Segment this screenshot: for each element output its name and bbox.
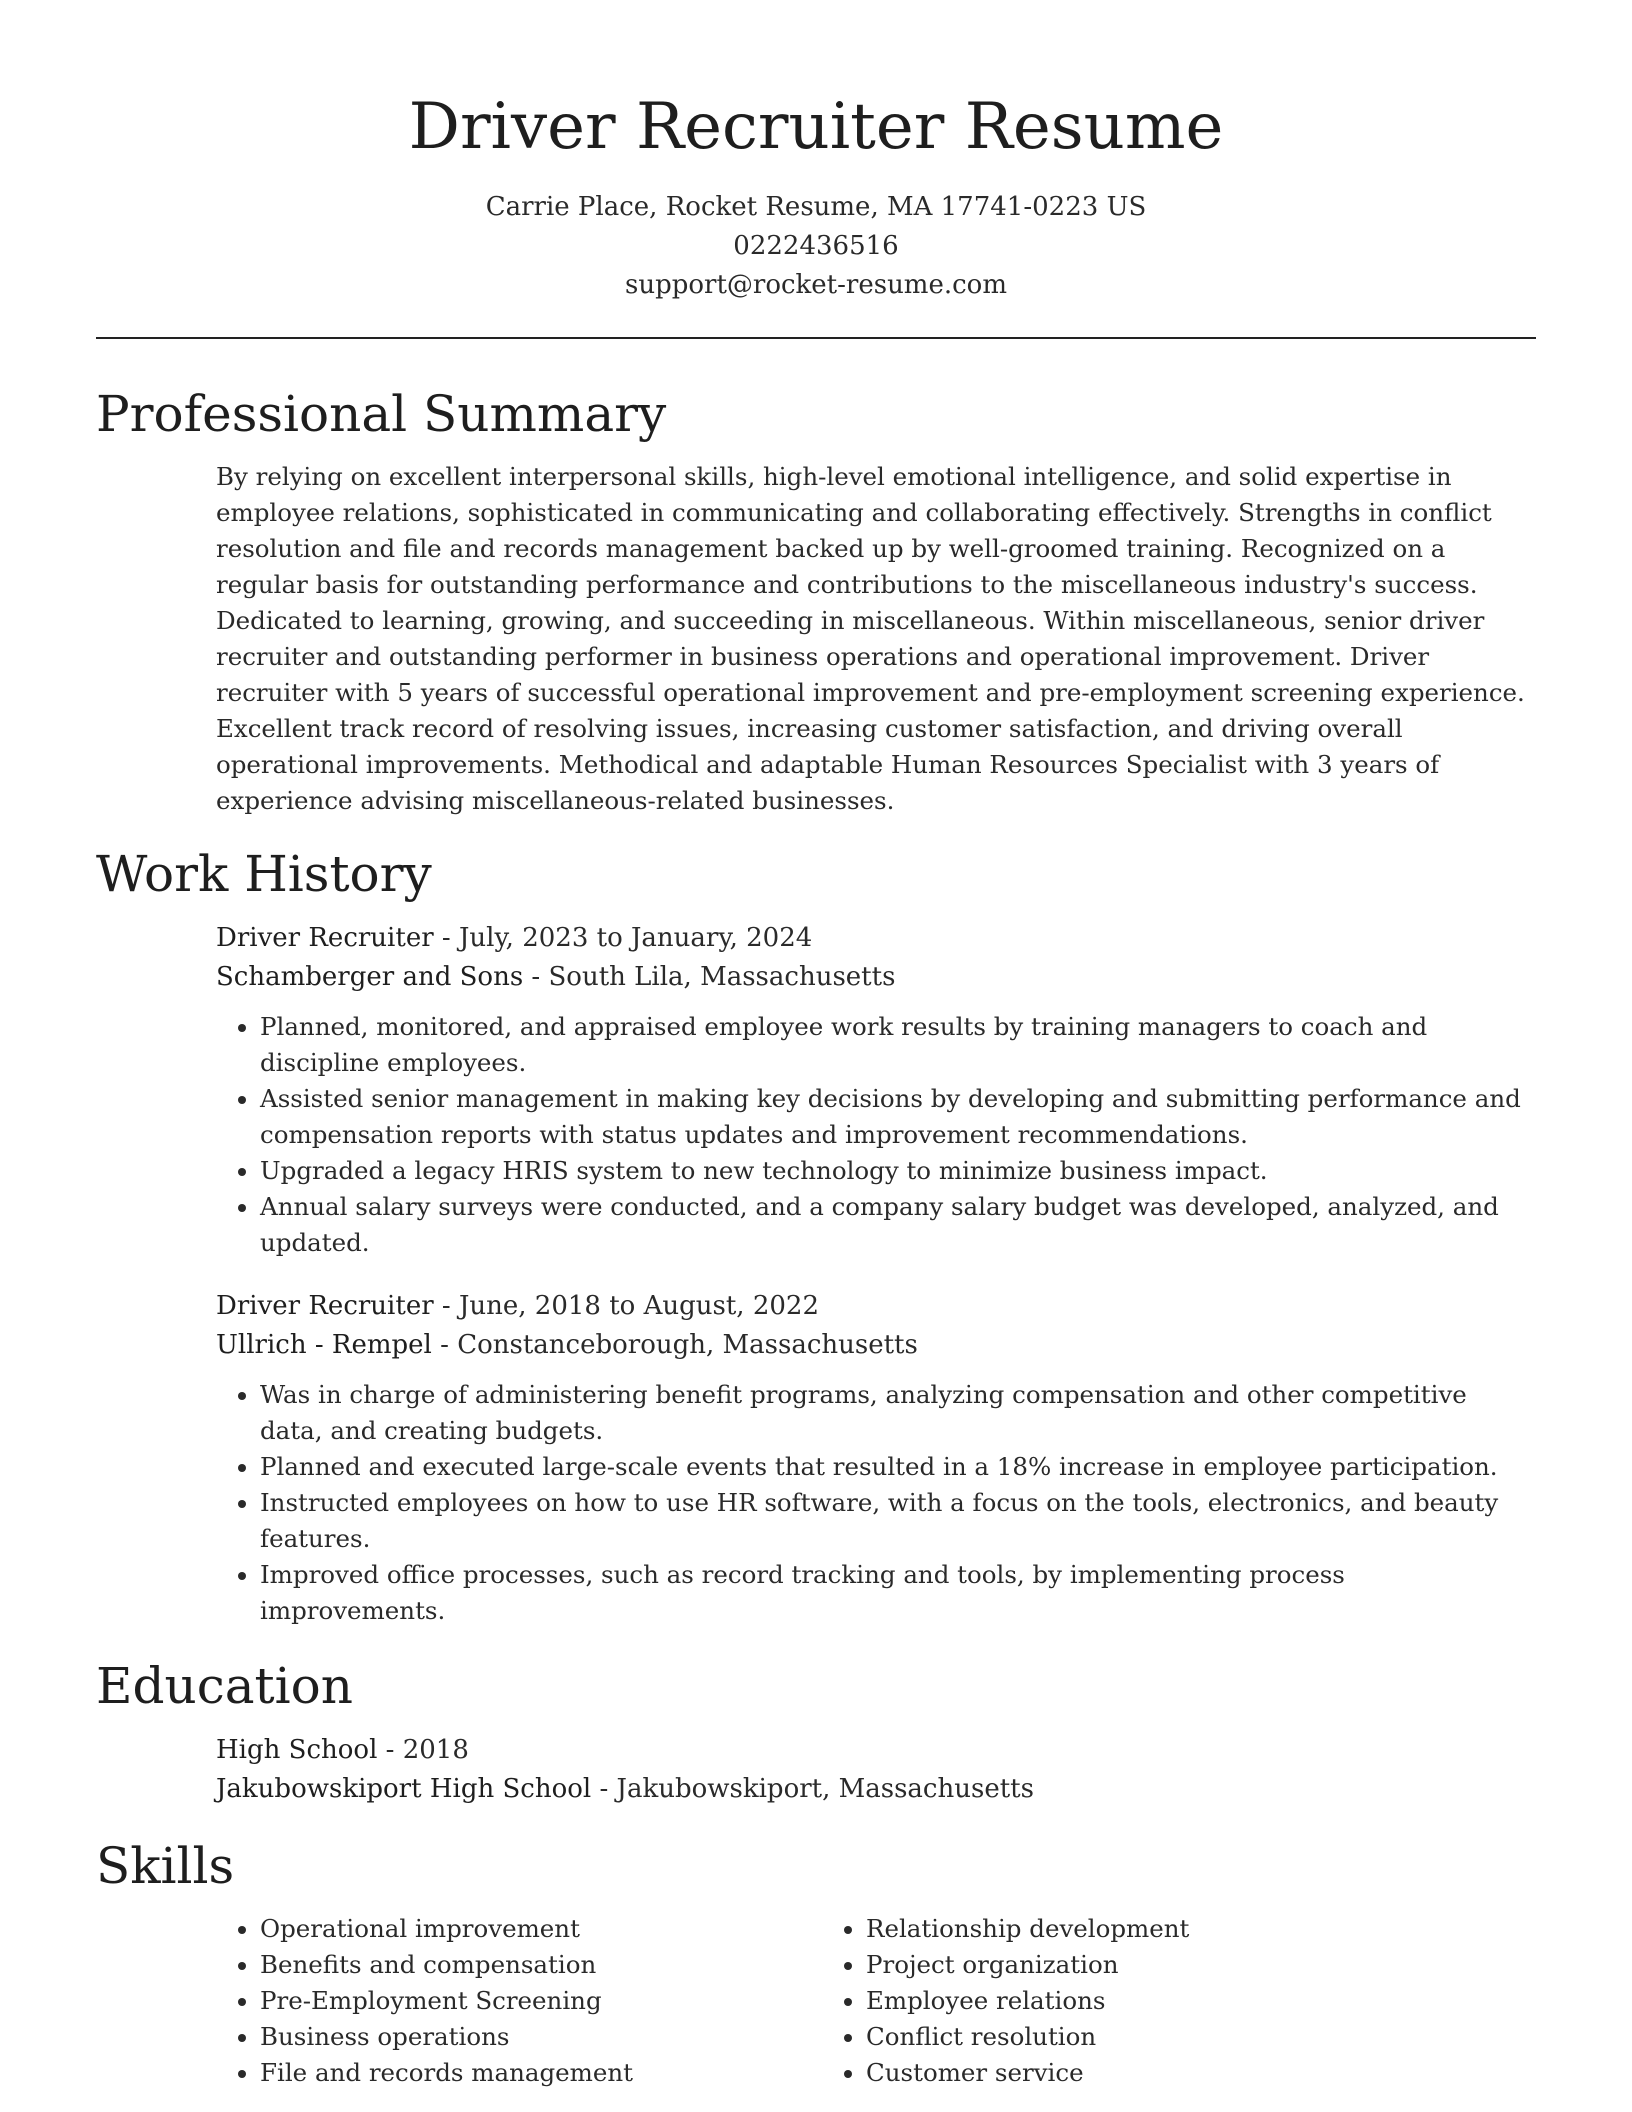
skill-item: • Relationship development [866,1911,1428,1947]
skill-item: • Pre-Employment Screening [260,1983,822,2019]
contact-info [96,188,1536,305]
contact-address: Carrie Place, Rocket Resume, MA 17741-0223 US [485,192,1147,222]
job-bullet: • Improved office processes, such as record tracking and tools, by implementing process improvements. [260,1557,1536,1629]
resume-header [96,0,1536,305]
contact-email: support@rocket-resume.com [624,270,1007,300]
skill-item: • Business operations [260,2019,822,2055]
education-school: Jakubowskiport High School [216,1774,592,1804]
job-location: - South Lila, Massachusetts [523,962,896,992]
job-title-line [216,1287,1536,1326]
education-school-line [216,1770,1536,1809]
education-degree-line [216,1731,1536,1770]
job-company-line [216,1326,1536,1365]
job-bullet: • Instructed employees on how to use HR software, with a focus on the tools, electronics, and beauty features. [260,1485,1536,1557]
education-heading: Education [96,1657,353,1715]
skill-item: • Conflict resolution [866,2019,1428,2055]
job-bullets [216,1009,1536,1261]
education-entry [216,1731,1536,1809]
job-position: Driver Recruiter [216,1291,434,1321]
skills-column-right [822,1911,1428,2091]
summary-text: By relying on excellent interpersonal skills, high-level emotional intelligence, and solid expertise in employee relations, sophisticated in communicating and collaborating effectively. Strengths in conflict resolution and file and records management backed up by well-groomed training. Recognized on a regular basis for outstanding performance and contributions to the miscellaneous industry's success. Dedicated to learning, growing, and succeeding in miscellaneous. Within miscellaneous, senior driver recruiter and outstanding performer in business operations and operational improvement. Driver recruiter with 5 years of successful operational improvement and pre-employment screening experience. Excellent track record of resolving issues, increasing customer satisfaction, and driving overall operational improvements. Methodical and adaptable Human Resources Specialist with 3 years of experience advising miscellaneous-related businesses. [216,462,1525,815]
education-location: - Jakubowskiport, Massachusetts [591,1774,1034,1804]
job-company: Schamberger and Sons [216,962,524,992]
job-bullets [216,1377,1536,1629]
education-year: - 2018 [377,1735,469,1765]
job-entry [216,919,1536,1261]
job-company: Ullrich - Rempel [216,1330,432,1360]
job-location: - Constanceborough, Massachusetts [431,1330,918,1360]
job-bullet: • Planned and executed large-scale events that resulted in a 18% increase in employee participation. [260,1449,1536,1485]
skills-list [216,1911,1536,2091]
job-dates: - June, 2018 to August, 2022 [433,1291,819,1321]
skill-item: • Benefits and compensation [260,1947,822,1983]
skill-item: • Project organization [866,1947,1428,1983]
education-degree: High School [216,1735,378,1765]
job-title-line [216,919,1536,958]
resume-title: Driver Recruiter Resume [408,90,1224,164]
skill-item: • File and records management [260,2055,822,2091]
skill-item: • Operational improvement [260,1911,822,1947]
job-bullet: • Upgraded a legacy HRIS system to new technology to minimize business impact. [260,1153,1536,1189]
work-history-heading: Work History [96,845,432,903]
job-bullet: • Annual salary surveys were conducted, and a company salary budget was developed, analyzed, and updated. [260,1189,1536,1261]
header-divider [96,337,1536,339]
summary-heading: Professional Summary [96,385,667,443]
job-company-line [216,958,1536,997]
job-dates: - July, 2023 to January, 2024 [433,923,813,953]
skills-column-left [216,1911,822,2091]
skill-item: • Employee relations [866,1983,1428,2019]
skills-heading: Skills [96,1837,235,1895]
job-bullet: • Assisted senior management in making key decisions by developing and submitting performance and compensation reports with status updates and improvement recommendations. [260,1081,1536,1153]
job-bullet: • Was in charge of administering benefit programs, analyzing compensation and other competitive data, and creating budgets. [260,1377,1536,1449]
job-bullet: • Planned, monitored, and appraised employee work results by training managers to coach and discipline employees. [260,1009,1536,1081]
skill-item: • Customer service [866,2055,1428,2091]
job-position: Driver Recruiter [216,923,434,953]
contact-phone: 0222436516 [733,231,899,261]
job-entry [216,1287,1536,1629]
